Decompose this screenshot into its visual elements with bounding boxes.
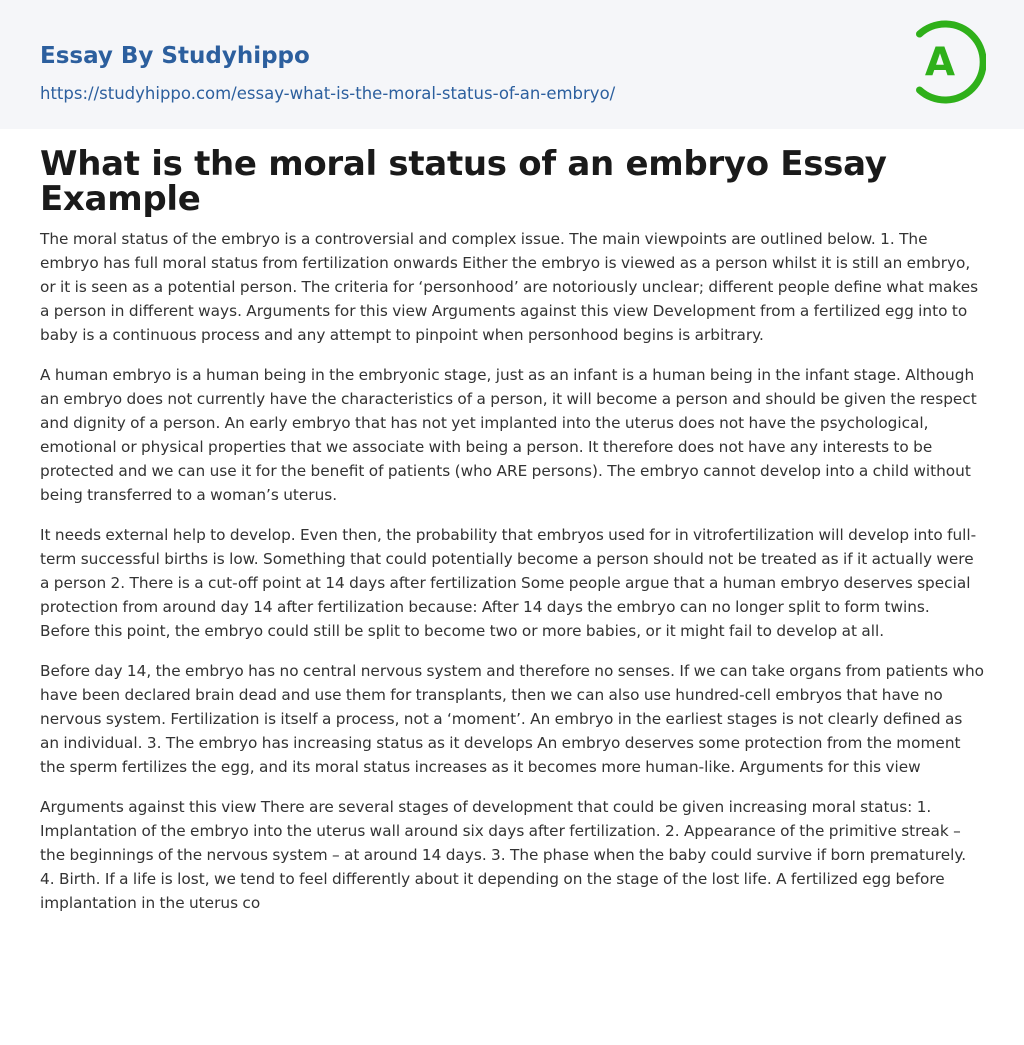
article-paragraph: It needs external help to develop. Even then, the probability that embryos used for in vitrofertilization will develop into full-term successful births is low. Something that could potentially become a person should not be treated as if it actually were a person 2. There is a cut-off point at 14 days after fertilization Some people argue that a human embryo deserves special protection from around day 14 after fertilization because: After 14 days the embryo can no longer split to form twins. Before this point, the embryo could still be split to become two or more babies, or it might fail to develop at all. bbox=[40, 526, 977, 640]
article-paragraph: The moral status of the embryo is a controversial and complex issue. The main viewpoints are outlined below. 1. The embryo has full moral status from fertilization onwards Either the embryo is viewed as a person whilst it is still an embryo, or it is seen as a potential person. The criteria for ‘personhood’ are notoriously unclear; different people define what makes a person in different ways. Arguments for this view Arguments against this view Development from a fertilized egg into to baby is a continuous process and any attempt to pinpoint when personhood begins is arbitrary. bbox=[40, 230, 979, 344]
article-content bbox=[0, 144, 1024, 915]
source-url-link[interactable]: https://studyhippo.com/essay-what-is-the-moral-status-of-an-embryo/ bbox=[40, 84, 616, 103]
site-brand[interactable]: Essay By Studyhippo bbox=[40, 43, 310, 69]
article-paragraph: Before day 14, the embryo has no central nervous system and therefore no senses. If we can take organs from patients who have been declared brain dead and use them for transplants, then we can also use hundred-cell embryos that have no nervous system. Fertilization is itself a process, not a ‘moment’. An embryo in the earliest stages is not clearly defined as an individual. 3. The embryo has increasing status as it develops An embryo deserves some protection from the moment the sperm fertilizes the egg, and its moral status increases as it becomes more human-like. Arguments for this view bbox=[40, 662, 984, 776]
logo-letter: A bbox=[924, 40, 956, 85]
article-title: What is the moral status of an embryo Essay Example bbox=[40, 144, 887, 219]
site-header bbox=[0, 0, 1024, 129]
studyhippo-logo-icon[interactable] bbox=[912, 18, 986, 106]
article-paragraph: A human embryo is a human being in the embryonic stage, just as an infant is a human being in the infant stage. Although an embryo does not currently have the characteristics of a person, it will become a person and should be given the respect and dignity of a person. An early embryo that has not yet implanted into the uterus does not have the psychological, emotional or physical properties that we associate with being a person. It therefore does not have any interests to be protected and we can use it for the benefit of patients (who ARE persons). The embryo cannot develop into a child without being transferred to a woman’s uterus. bbox=[40, 366, 977, 504]
article-paragraph: Arguments against this view There are several stages of development that could be given increasing moral status: 1. Implantation of the embryo into the uterus wall around six days after fertilization. 2. Appearance of the primitive streak – the beginnings of the nervous system – at around 14 days. 3. The phase when the baby could survive if born prematurely. 4. Birth. If a life is lost, we tend to feel differently about it depending on the stage of the lost life. A fertilized egg before implantation in the uterus co bbox=[40, 798, 967, 912]
